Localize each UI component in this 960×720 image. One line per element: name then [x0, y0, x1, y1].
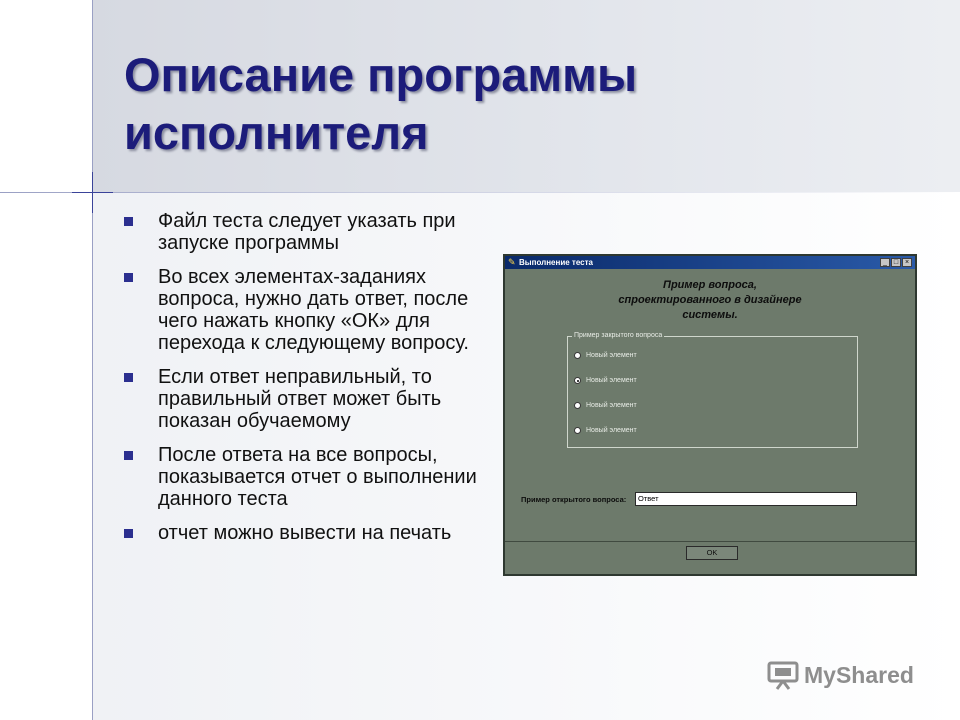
bullet-item	[120, 266, 500, 354]
open-question-label: Пример открытого вопроса:	[521, 495, 627, 504]
square-bullet-icon	[124, 217, 133, 226]
question-heading-line-1: Пример вопроса,	[663, 279, 757, 291]
radio-label: Новый элемент	[586, 377, 637, 384]
radio-label: Новый элемент	[586, 402, 637, 409]
test-window-screenshot	[503, 254, 917, 576]
horizontal-divider-line	[0, 192, 960, 193]
question-heading-line-3: системы.	[682, 309, 738, 321]
bullet-item	[120, 522, 500, 544]
left-background-band	[0, 0, 92, 720]
close-button[interactable]: ×	[902, 258, 912, 267]
bullet-text: Если ответ неправильный, то правильный ответ может быть показан обучаемому	[158, 366, 442, 432]
closed-question-group	[567, 332, 858, 448]
slide-title-line-2: исполнителя	[124, 106, 429, 159]
question-heading	[565, 278, 855, 323]
ok-button[interactable]: OK	[686, 546, 738, 560]
sparkle-icon	[72, 172, 113, 213]
bullet-text: После ответа на все вопросы, показывается отчет о выполнении данного теста	[158, 444, 477, 510]
app-icon: ✎	[508, 257, 516, 267]
minimize-button[interactable]: _	[880, 258, 890, 267]
bullet-item	[120, 444, 500, 510]
square-bullet-icon	[124, 451, 133, 460]
bullet-item	[120, 366, 500, 432]
bullet-item	[120, 210, 500, 254]
radio-label: Новый элемент	[586, 427, 637, 434]
window-title: Выполнение теста	[519, 258, 593, 267]
slide-title-line-1: Описание программы	[124, 48, 638, 101]
radio-label: Новый элемент	[586, 352, 637, 359]
square-bullet-icon	[124, 529, 133, 538]
bullet-text: отчет можно вывести на печать	[158, 522, 452, 544]
closed-question-legend: Пример закрытого вопроса	[574, 332, 663, 339]
square-bullet-icon	[124, 373, 133, 382]
radio-button[interactable]	[574, 427, 581, 434]
vertical-divider-line	[92, 0, 93, 720]
presentation-board-icon	[766, 660, 800, 690]
bullet-list	[120, 210, 500, 556]
square-bullet-icon	[124, 273, 133, 282]
open-answer-input[interactable]: Ответ	[635, 492, 857, 506]
window-separator	[505, 541, 915, 542]
maximize-button[interactable]: □	[891, 258, 901, 267]
window-titlebar	[505, 256, 915, 269]
radio-button-selected[interactable]	[574, 377, 581, 384]
question-heading-line-2: спроектированного в дизайнере	[618, 294, 802, 306]
bullet-text: Файл теста следует указать при запуске программы	[158, 210, 456, 254]
slide-title	[124, 46, 884, 162]
watermark-text: MyShared	[804, 662, 914, 688]
radio-button[interactable]	[574, 402, 581, 409]
bullet-text: Во всех элементах-заданиях вопроса, нужно дать ответ, после чего нажать кнопку «ОК» для перехода к следующему вопросу.	[158, 266, 469, 354]
radio-button[interactable]	[574, 352, 581, 359]
